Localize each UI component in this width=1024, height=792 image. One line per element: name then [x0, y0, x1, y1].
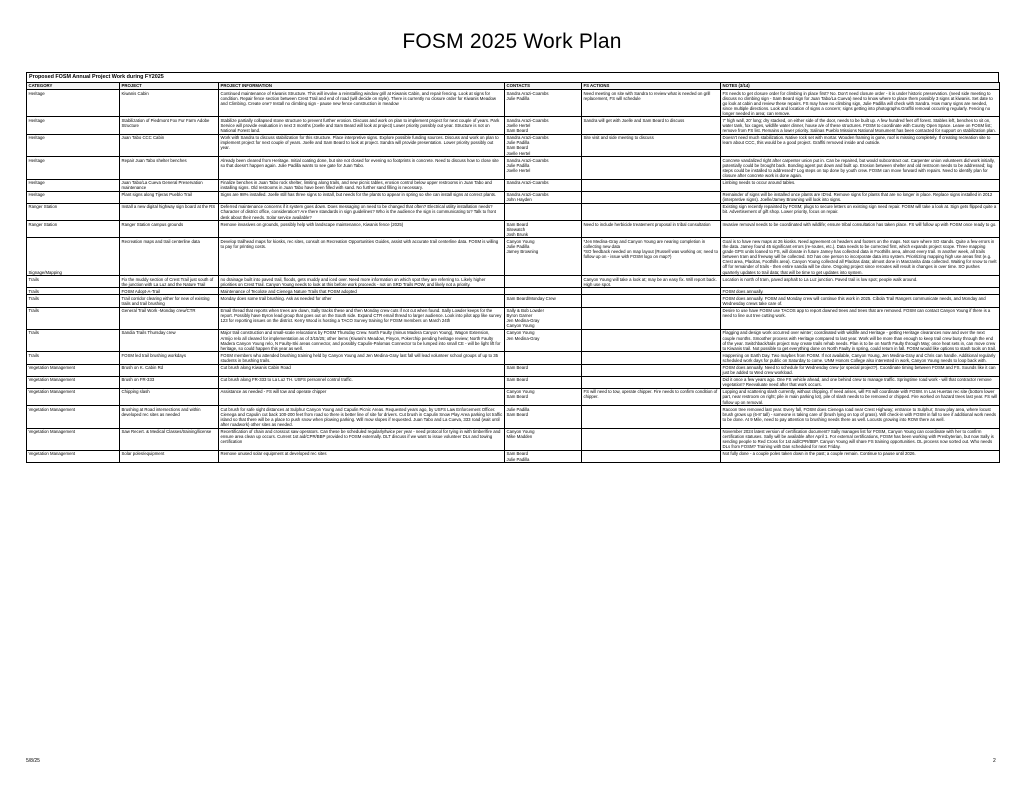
- notes-cell: Lopping and scattering slash currently, without chipping. If need arises, will FS will coordinate with FOSM. In Las Huertas rec site (bottom lower part, near restroom on right; pile in main parking lot), pile of slash needs to be removed or chipped. Fire worked on hazard trees last year. FS will follow up on removal.: [721, 388, 1000, 405]
- contacts-cell: Canyon Young Mike Madden: [505, 428, 582, 450]
- category-cell: Heritage: [27, 157, 120, 179]
- contacts-cell: Sally & Bob Lowder Byron Garner Jen Medina-Gray Canyon Young: [505, 307, 582, 329]
- table-row: [27, 276, 1000, 288]
- fs-actions-cell: [582, 307, 721, 329]
- fs-actions-cell: [582, 376, 721, 388]
- category-cell: Ranger Station: [27, 203, 120, 220]
- table-row: [27, 307, 1000, 329]
- notes-cell: Remainder of signs will be installed once plants are ID'ed. Remove signs for plants that are no longer in place. Replace signs installed in 2012 (interpretive signs). Joelle/Jamey Browning will look into signs.: [721, 191, 1000, 203]
- notes-cell: Did it once a few years ago. One FS vehicle ahead, and one behind crew to manage traffic. Springtime road work - will that contractor remove vegetation? Reevaluate need after that work occurs.: [721, 376, 1000, 388]
- table-body: [27, 90, 1000, 463]
- project-info-cell: Develop trailhead maps for kiosks, rec sites, consult on Recreation Opportunities Guides, assist with accurate trail centerline data. FOSM is willing to pay for printing costs.: [219, 238, 505, 276]
- project-cell: Juan Tabo CCC Cabin: [120, 134, 219, 156]
- category-cell: Heritage: [27, 117, 120, 134]
- contacts-header: CONTACTS: [505, 83, 582, 90]
- notes-cell: November 2024 latest version of certification document? Sally manages list for FOSM, Canyon Young can coordinate with her to confirm certification statuses. Sally will be available after April 1. For external certifications, FOSM has been working with Presbyterian, but now Sally is sending people to Red Cross for 1st aid/CPR/BBP. Canyon Young will share FS training opportunities. DL process now sorted out. Who needs DLs from FOSM? Training with Dan scheduled for next Friday.: [721, 428, 1000, 450]
- project-cell: Solar poles/equipment: [120, 450, 219, 462]
- category-cell: Vegetation Management: [27, 364, 120, 376]
- fs-actions-cell: [582, 191, 721, 203]
- notes-cell: Doesn't need much stabilization. Native rock set with mortar. Wooden framing is gone, roof is missing completely. If creating recreation site to learn about CCC, this would be a good project. Graffiti removed inside and outside.: [721, 134, 1000, 156]
- contacts-cell: Sam Beard: [505, 364, 582, 376]
- category-cell: Vegetation Management: [27, 376, 120, 388]
- project-cell: Plant signs along Tijeras Pueblo Trail: [120, 191, 219, 203]
- contacts-cell: Canyon Young Sam Beard: [505, 388, 582, 405]
- category-cell: Trails: [27, 276, 120, 288]
- project-info-cell: Deferred maintenance concerns if it system goes down. Does messaging on need to be changed that often? Electrical utility installation needs? Character of district office, consideration? Are there standards in sign guidelines? Who is the audience the sign is communicating to? Talk to front desk about their needs. Solar service available?: [219, 203, 505, 220]
- notes-cell: Invasive removal needs to be coordinated with wildlife; ensure tribal consultation has taken place. FS will follow up with FOSM once ready to go.: [721, 221, 1000, 238]
- table-row: [27, 329, 1000, 351]
- table-row: [27, 238, 1000, 276]
- category-cell: Trails: [27, 288, 120, 295]
- contacts-cell: Canyon Young Julie Padilla Jamey Browning: [505, 238, 582, 276]
- fs-actions-cell: Canyon Young will take a look at; may be an easy fix. Will report back. High use spot.: [582, 276, 721, 288]
- project-cell: FOSM Adopt-A-Trail: [120, 288, 219, 295]
- table-row: [27, 450, 1000, 462]
- page-title: FOSM 2025 Work Plan: [402, 30, 622, 53]
- notes-header: NOTES (3/14): [721, 83, 1000, 90]
- notes-cell: Goal is to have new maps at 26 kiosks. Need agreement on headers and footers on the maps. Not sure where SO stands. Quite a few errors in the data. Jamey found 45 significant errors (re-routes, etc.). Data needs to be corrected first, which expands project scope. Three mapping grade GPS units loaned to FS, will donate in future Jamey has collected data in Foothills area, almost every trail. In another week, all trails between tram and freeway will be collected. SO has one person to incorporate data into system. Prioritizing mapping high use areas first (e.g. Crest area, Placitas, Foothills area). Canyon Young collected all Placitas data; almost done in Manzanita data collected. Waiting for snow to melt off for remainder of trails - then entire sandia will be done. Ongoing project since reroutes will result in changes in over time. SO pushes quarterly updates to trail data; that will be time to get updates into system.: [721, 238, 1000, 276]
- table-row: [27, 90, 1000, 117]
- fs-actions-cell: Need to include herbicide treatement proposal in tribal consultation: [582, 221, 721, 238]
- fs-actions-cell: Sandra will get with Joelle and Sam Beard to discuss: [582, 117, 721, 134]
- table-row: [27, 295, 1000, 307]
- notes-cell: Not fully done - a couple poles taken down in the past; a couple remain. Continue to pause until 2026.: [721, 450, 1000, 462]
- fs-actions-cell: Site visit and side meeting to discuss: [582, 134, 721, 156]
- table-row: [27, 364, 1000, 376]
- category-cell: Ranger Station: [27, 221, 120, 238]
- project-cell: General Trail Work -Monday crew/CTR: [120, 307, 219, 329]
- category-cell: Heritage: [27, 90, 120, 117]
- table-row: [27, 191, 1000, 203]
- contacts-cell: Sandra Arazi-Coambs Julie Padilla: [505, 90, 582, 117]
- project-cell: Ranger Station campus grounds: [120, 221, 219, 238]
- footer-date: 5/8/25: [26, 758, 40, 764]
- fs-actions-cell: [582, 295, 721, 307]
- notes-cell: 7' high wall, 20' long; dry stacked, on either side of the door, needs to be built up. A few hundred feet off forest. Stables left, benches to sit on, water tank, fox cages, wildlife water dinner, house a/e of these structures. FOSM to coordinate with County Open Space. Leave on FOSM list; remove from FS list. Remains a lower priority. Salinas Pueblo Missions National Monument has been contacted for support on stabilization plan.: [721, 117, 1000, 134]
- project-cell: Stabilization of Piedmont Fox Fur Farm Adobe Structure: [120, 117, 219, 134]
- category-cell: Trails: [27, 295, 120, 307]
- project-cell: Trail corridor clearing either for new of existing trails and trail brushing: [120, 295, 219, 307]
- project-cell: Recreation maps and trail centerline data: [120, 238, 219, 276]
- fs-actions-cell: *Jen Medina-Gray and Canyon Young are nearing completion in collecting new data *SO feedback needed on map layout (Russell was working on; need to follow up on - issue with FOSM logo on map?): [582, 238, 721, 276]
- project-cell: Fix the muddy section of Crest Trail just south of the junction with La Luz and the Nature Trail: [120, 276, 219, 288]
- work-plan-table: [26, 82, 1000, 463]
- project-cell: Chipping slash: [120, 388, 219, 405]
- contacts-cell: Sam Beard Sitewatch Josh Brunk: [505, 221, 582, 238]
- table-caption: Proposed FOSM Annual Project Work during FY2025: [26, 72, 999, 82]
- table-row: [27, 134, 1000, 156]
- contacts-cell: Sandra Arazi-Coambs Julie Padilla Joelle Hertel: [505, 157, 582, 179]
- category-cell: Vegetation Management: [27, 428, 120, 450]
- contacts-cell: [505, 203, 582, 220]
- fs-actions-cell: [582, 428, 721, 450]
- contacts-cell: Sam Beard Julie Padilla: [505, 450, 582, 462]
- project-info-cell: Remove unused solar equipment at developed rec sites: [219, 450, 505, 462]
- project-info-cell: Email thread that reports when trees are down, Sally tracks these and then Monday crew cuts if not cut when found. Sally Lowder keeps for the report. Possibly have Byron lead group that goes out on the South side. Expand CTR email thread to larger audience. Look into pilot app like survey 123 for reporting issues on the district. Kerry Wood is hosting a TACO Survey training for FOSM members on March 24th: [219, 307, 505, 329]
- project-cell: Saw Recert. & Medical Classes/training/license: [120, 428, 219, 450]
- contacts-cell: Sandra Arazi-Coambs Joelle Hertel Sam Beard: [505, 117, 582, 134]
- notes-cell: Existing sign recently repainted by FOSM; plugs to secure letters on existing sign need repair. FOSM will take a look at. Sign gets flipped quite a bit. Advertisement of gift shop. Lower priority, focus on repair.: [721, 203, 1000, 220]
- fs-actions-cell: [582, 329, 721, 351]
- fs-actions-cell: Need meeting on site with Sandra to review what is needed on grill replacement, FS will schedule: [582, 90, 721, 117]
- notes-cell: Desire to use have FOSM use TACOS app to report downed trees and trees that are removed. FOSM can contact Canyon Young if there is a need to line out tree cutting work.: [721, 307, 1000, 329]
- notes-cell: Flagging and design work occurred over winter; coordinated with wildlife and Heritage - getting Heritage clearances now and over the next couple months. Smoother process with Heritage compared to last year. Work will be more than enough to keep trail crew busy through the end of the year. Switchback/tails project may create trails rehab needs. Plan is to be on North Faulty through May; once heat sets in, can move crew to Kiwanis trail. Not possible to get everything done on North Faulty in spring, could return in fall. FOSM would like options to stash tools on trail.: [721, 329, 1000, 351]
- notes-cell: Happening on Earth Day. Two maybes from FOSM. If not available, Canyon Young, Jen Medina-Gray and Chris can handle. Additional regularly scheduled work days for public on Saturday to come. UNM Honors College also interested in work, Canyon Young needs to loop back with.: [721, 352, 1000, 364]
- project-info-cell: no drainage built into paved trail, floods, gets muddy and iced over. Need more information on which spot they are referring to. Likely higher priorities on Crest Trail. Canyon Young needs to look at this before work proceeds - not on SRD Trails POW, and likely not a priority.: [219, 276, 505, 288]
- fs-actions-header: FS ACTIONS: [582, 83, 721, 90]
- table-row: [27, 117, 1000, 134]
- project-info-cell: Recertification of chain and crosscut saw operators. Can these be scheduled regularly/twice per year - need protocol for tying in with timber/fire and ensure area clean up occurs. Current 1st aid/CPR/BBP provided to FOSM externally. DLT discuss if we want to issue volunteer DLs and towing certification: [219, 428, 505, 450]
- project-info-cell: Maintenance of Tecolote and Cienega Nature Trails that FOSM adopted: [219, 288, 505, 295]
- fs-actions-cell: [582, 406, 721, 428]
- project-info-header: PROJECT INFORMATION: [219, 83, 505, 90]
- project-info-cell: Monday does some trail brushing. Ask as needed for other: [219, 295, 505, 307]
- project-info-cell: Assistance as needed - FS will tow and operate chipper: [219, 388, 505, 405]
- category-cell: Signage/Mapping: [27, 238, 120, 276]
- table-row: [27, 376, 1000, 388]
- contacts-cell: [505, 288, 582, 295]
- project-cell: Repair Juan Tabo shelter benches: [120, 157, 219, 179]
- project-info-cell: Remove invasives on grounds, possibly help with landscape maintenance, Kiwanis fence (2025): [219, 221, 505, 238]
- project-info-cell: Cut brush for safe sight distances at Sulphur Canyon Young and Capulin Picnic Areas. Requested years ago, by USFS Law Enforcement Officer. Cienega and Capulin cut back 100-200 feet from road so there is better line of site for drivers. Cut brush in Capulin Snow Play Area parking lot traffic island so that there will be a place to push snow when plowing parking. Will mow slopes if requested. Juan Tabo and La Cueva, 333 road (wait until after roadwork) other sites as needed.: [219, 406, 505, 428]
- notes-cell: FOSM does annually.: [721, 288, 1000, 295]
- fs-actions-cell: [582, 157, 721, 179]
- project-cell: Brush on K. Cabin Rd: [120, 364, 219, 376]
- project-info-cell: Work with Sandra to discuss stabilization for this structure. Place interpretive signs. Explore possible funding sources. Discuss and work on plan to implement project for next couple of years. Joelle and Sam Beard to look at project. Sandra will provide presentation. Lower priority possibly out year.: [219, 134, 505, 156]
- fs-actions-cell: [582, 364, 721, 376]
- project-cell: Brush on FR-333: [120, 376, 219, 388]
- table-row: [27, 388, 1000, 405]
- table-row: [27, 406, 1000, 428]
- work-plan-sheet: [26, 72, 999, 463]
- category-cell: Vegetation Management: [27, 450, 120, 462]
- fs-actions-cell: [582, 450, 721, 462]
- category-cell: Heritage: [27, 134, 120, 156]
- notes-cell: Concrete vandalized right after carpenter union put in. Can be repaired, but would subcontract out. Carpenter union volunteers did work initially, potentially could be brought back. Bonding agent put down and built up. Erosion between shelter and old restroom needs to be addressed; log steps could be installed to addressed? Log steps on top done by youth crew. FOSM can move forward with repairs. Need to identify plan for closure after concrete work is done again.: [721, 157, 1000, 179]
- contacts-cell: Sandra Arazi-Coambs Julie Padilla Sam Beard Joelle Hertel: [505, 134, 582, 156]
- project-info-cell: FOSM members who attended brushing training held by Canyon Young and Jen Medina-Gray last fall will lead volunteer school groups of up to 35 students in brushing trails.: [219, 352, 505, 364]
- table-row: [27, 352, 1000, 364]
- project-cell: Brushing at Road intersections and within developed rec sites as needed: [120, 406, 219, 428]
- contacts-cell: [505, 276, 582, 288]
- fs-actions-cell: [582, 352, 721, 364]
- project-info-cell: Already been cleared from Heritage. Initial coating done, but site not closed for evening so footprints in concrete. Need to discuss how to close site so that doesn't happen again. Julie Padilla wants to see gate for Juan Tabo.: [219, 157, 505, 179]
- table-row: [27, 157, 1000, 179]
- fs-actions-cell: FS will need to tow, operate chipper. Fire needs to confirm condition of chipper.: [582, 388, 721, 405]
- project-header: PROJECT: [120, 83, 219, 90]
- category-cell: Heritage: [27, 179, 120, 191]
- contacts-cell: Canyon Young Jen Medina-Gray: [505, 329, 582, 351]
- project-cell: FOSM led trail brushing workdays: [120, 352, 219, 364]
- table-row: [27, 428, 1000, 450]
- project-info-cell: Major trail construction and small-scale relocations by FOSM Thursday Crew. North Faulty (minus Madera Canyon Young), Wagon Extension, Armijo relo all cleared for implementation as of 3/15/25; other items (Kiwani's Meadow, Pinyon, Pokerchip pending heritage review; North Faulty Madera Canyon Young relo, N Faulty-Ski areas connector, and possibly Capulin-Palomas Connector to be lumped into small CE - will be light lift for heritage, so could happen this year as well.: [219, 329, 505, 351]
- notes-cell: Racoon tree removed last year. Every fall, FOSM does Cienega road near Crest Highway; entrance to Sulphur; Snow play area, where locust brush grows up (6-8' tall) - someone is taking care of (brush lying on top of grass). Will check-in with FOSM in fall to see if additional work needs to be done. At 9 Mile, need to pay attention to brushing needs there as well. Locusts growing into ROW there as well.: [721, 406, 1000, 428]
- notes-cell: FS needs to get closure order for climbing in place first? No. Don't need closure order - it is under historic preservation. (need side meeting to discuss no climbing sign - Sam Beard sign for Juan Tabo/La Cueva) need to know where to place them possibly 3 signs at kiwanis. Set date to go look at cabin and review these repairs. FS may have no climbing sign, Julie Padilla will check with Sandra. How many signs are needed, since multiple directions. Look and location of signs a concern; signs getting into photographs.Graffiti removal occurring regularly. Fencing no longer needed in area; can remove.: [721, 90, 1000, 117]
- category-cell: Vegetation Management: [27, 406, 120, 428]
- project-cell: Kiwanis Cabin: [120, 90, 219, 117]
- fs-actions-cell: [582, 203, 721, 220]
- notes-cell: FOSM does annually. FOSM and Monday crew will continue this work in 2025. Cibola Trail Rangers communicate needs, and Monday and Wednesday crews take care of.: [721, 295, 1000, 307]
- table-row: [27, 203, 1000, 220]
- table-header-row: [27, 83, 1000, 90]
- project-info-cell: Signs are 98% installed. Joelle still has three signs to install, but needs for the plants to appear in spring so she can install signs at correct plants.: [219, 191, 505, 203]
- contacts-cell: Sandra Arazi-Coambs: [505, 179, 582, 191]
- notes-cell: Location is north of tram, paved asphalt to La Luz junction. Paved trail is low spot; people walk around.: [721, 276, 1000, 288]
- category-cell: Trails: [27, 307, 120, 329]
- table-row: [27, 288, 1000, 295]
- page-number: 2: [993, 758, 996, 764]
- fs-actions-cell: [582, 288, 721, 295]
- project-info-cell: Cut brush along FR-333 to La Luz TH. USFS personnel control traffic.: [219, 376, 505, 388]
- project-info-cell: Cut brush along Kiwanis Cabin Road: [219, 364, 505, 376]
- project-info-cell: Continued maintenance of Kiwanis Structure. This will involve a reinstalling window grill at Kiwanis Cabin, and repair fencing. Look at signs for condition. Repair fence section between Crest Trail and end of road (will decide on style). There is currently no closure order for Kiwanis Meadow and Climbing. Create one? Install no climbing sign - pause new fence construction in meadow: [219, 90, 505, 117]
- project-info-cell: Stabilize partially collapsed stone structure to prevent further erosion. Discuss and work on plan to implement project for next couple of years. Park Service will provide evaluation in next 3 months (Joelle and Sam Beard will look at project) Lower priority possibly out year. Structure is not on National Forest land.: [219, 117, 505, 134]
- category-header: CATEGORY: [27, 83, 120, 90]
- fs-actions-cell: [582, 179, 721, 191]
- category-cell: Trails: [27, 329, 120, 351]
- contacts-cell: Sandra Arazi-Coambs John Hayden: [505, 191, 582, 203]
- contacts-cell: [505, 352, 582, 364]
- project-cell: Juan Tabo/La Cueva General Preservation maintenance: [120, 179, 219, 191]
- notes-cell: FOSM does annually. Need to schedule for Wednesday crew (or special project?). Coordinate timing between FOSM and FS. Sounds like it can just be added to Wed crew workload.: [721, 364, 1000, 376]
- table-row: [27, 179, 1000, 191]
- category-cell: Trails: [27, 352, 120, 364]
- notes-cell: Limbing needs to occur around tables.: [721, 179, 1000, 191]
- contacts-cell: Sam Beard/Monday Crew: [505, 295, 582, 307]
- project-cell: Sandia Trails Thursday crew: [120, 329, 219, 351]
- category-cell: Vegetation Management: [27, 388, 120, 405]
- project-cell: Install a new digital highway sign board at the RS: [120, 203, 219, 220]
- project-info-cell: Finalize benches in Juan Tabo rock shelter, limiting along trails, and new picnic tables, erosion control below upper restrooms in Juan Tabo and installing signs. Old restrooms in Juan Tabo have been filled with sand. No further sand filling is necessary.: [219, 179, 505, 191]
- table-row: [27, 221, 1000, 238]
- contacts-cell: Sam Beard: [505, 376, 582, 388]
- contacts-cell: Julie Padilla Sam Beard: [505, 406, 582, 428]
- category-cell: Heritage: [27, 191, 120, 203]
